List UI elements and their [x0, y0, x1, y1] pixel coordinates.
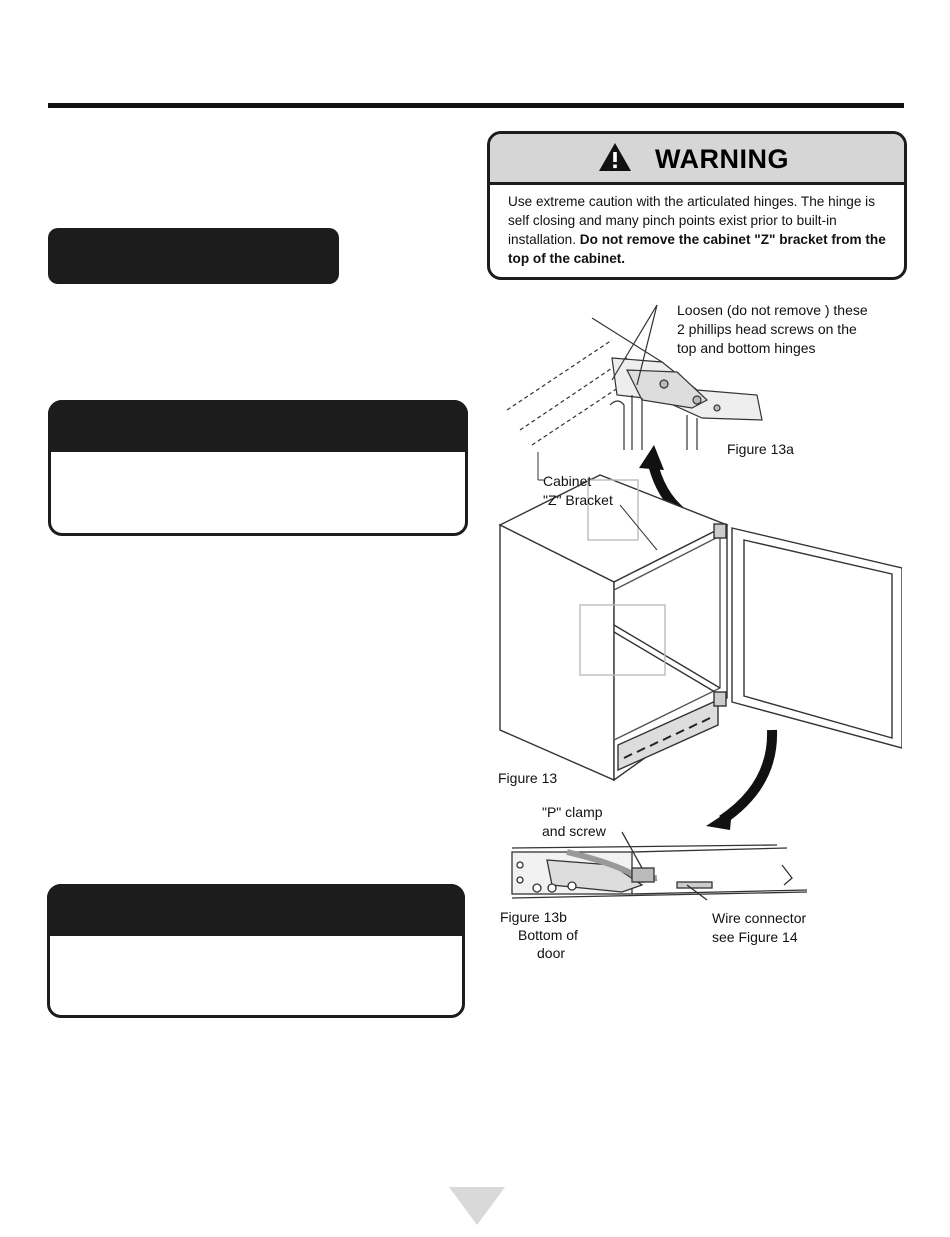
figure-13b-caption-line-2: Bottom of	[518, 927, 578, 943]
wire-connector-label-line-2: see Figure 14	[712, 929, 798, 945]
loosen-note-line-1: Loosen (do not remove ) these	[677, 302, 868, 318]
loosen-note-line-3: top and bottom hinges	[677, 340, 816, 356]
header-rule	[48, 103, 904, 108]
hinge-diagram	[492, 300, 902, 970]
next-page-arrow-icon[interactable]	[449, 1187, 505, 1225]
p-clamp-label-line-2: and screw	[542, 823, 606, 839]
note-panel-2	[47, 884, 465, 1018]
figure-13b-caption-line-3: door	[537, 945, 566, 961]
warning-text-plain: Use extreme caution with the articulated hinges. The hinge is self closing and many pinch points exist prior to built-in installation.	[508, 194, 875, 247]
warning-box	[487, 131, 907, 280]
figure-13a-caption: Figure 13a	[727, 441, 794, 457]
note-panel-2-header	[47, 884, 465, 936]
note-panel-1-header	[48, 400, 468, 452]
figure-13-caption: Figure 13	[498, 770, 558, 786]
warning-text	[508, 192, 890, 268]
warning-title: WARNING	[655, 144, 789, 174]
p-clamp-label-line-1: "P" clamp	[542, 804, 603, 820]
note-panel-1	[48, 400, 468, 536]
section-heading-block	[48, 228, 339, 284]
warning-header	[490, 134, 904, 185]
cabinet	[500, 475, 727, 780]
bottom-hinge-detail	[512, 832, 807, 900]
warning-triangle-icon	[598, 142, 632, 172]
cabinet-label-line-1: Cabinet	[543, 473, 592, 489]
open-door	[714, 524, 902, 748]
figure-13b-caption: Figure 13b	[500, 909, 567, 925]
curved-arrow-down	[722, 730, 772, 820]
warning-text-bold: Do not remove the cabinet "Z" bracket from the top of the cabinet.	[508, 232, 886, 266]
wire-connector-label-line-1: Wire connector	[712, 910, 807, 926]
loosen-note-line-2: 2 phillips head screws on the	[677, 321, 857, 337]
cabinet-label-line-2: "Z" Bracket	[543, 492, 613, 508]
